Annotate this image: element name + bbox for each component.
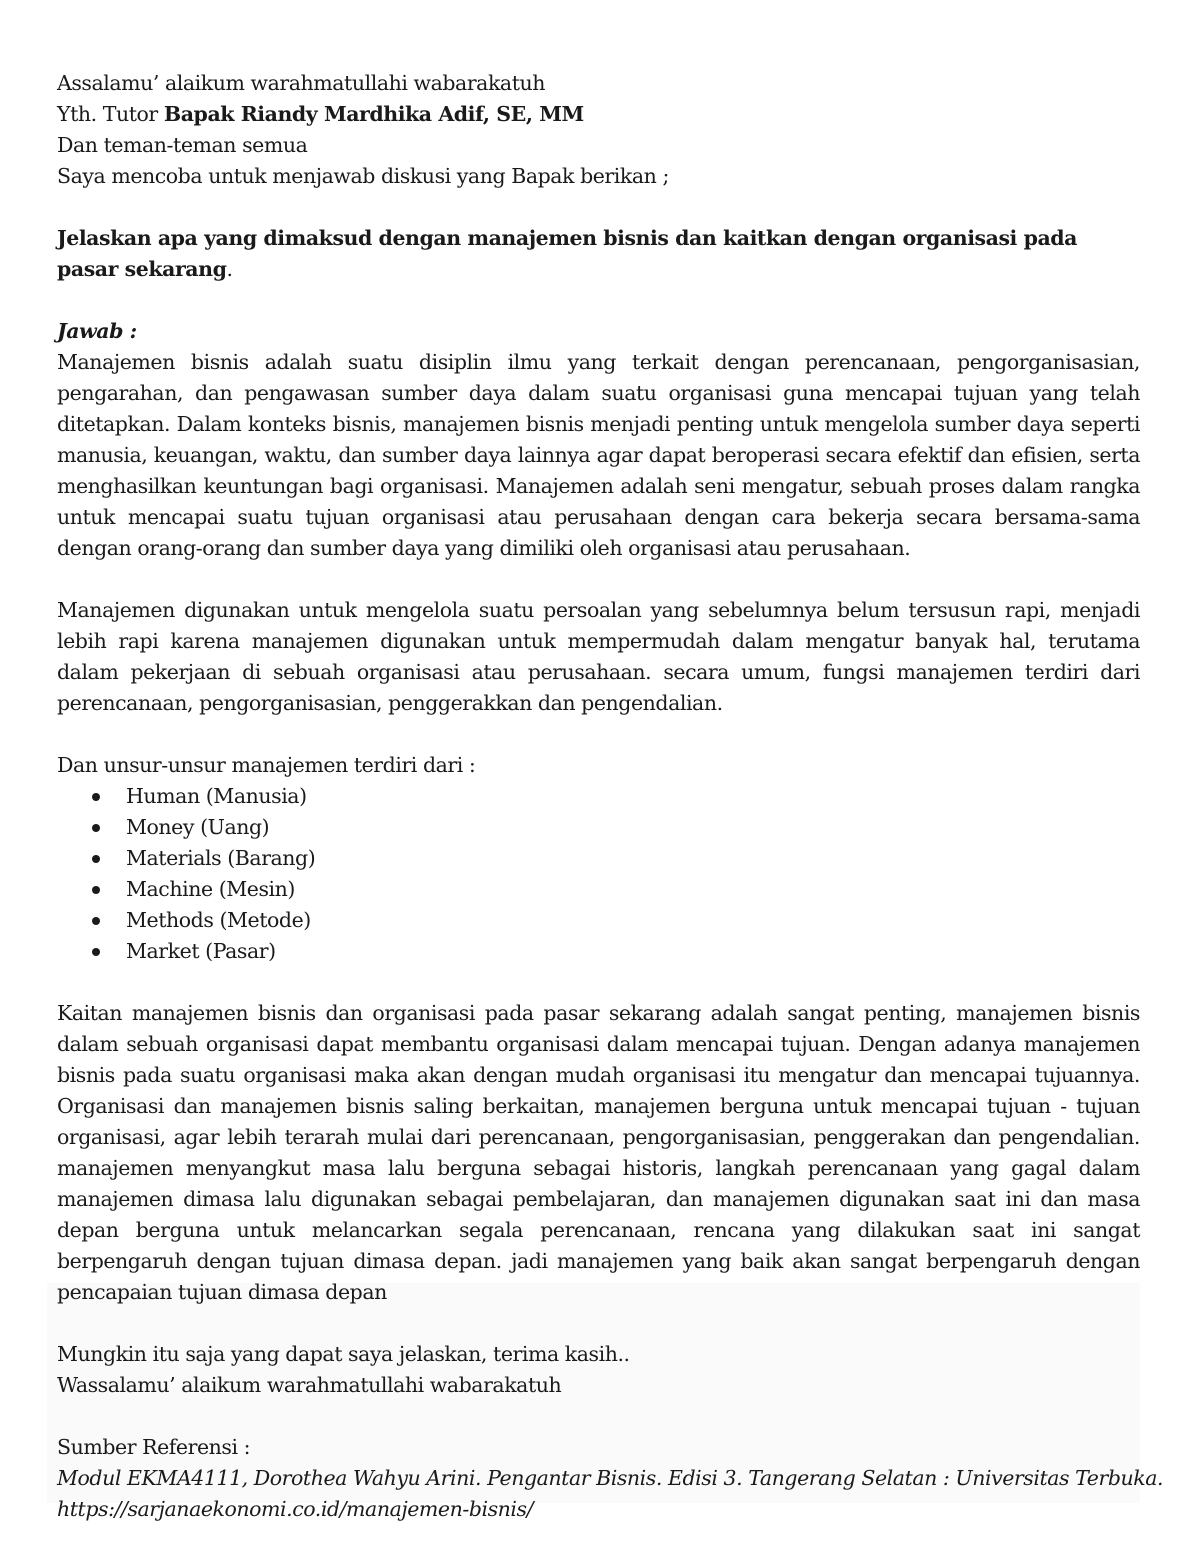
bullet-icon bbox=[92, 855, 100, 863]
answer-paragraph-1: Manajemen bisnis adalah suatu disiplin ilmu yang terkait dengan perencanaan, pengorganisasian, pengarahan, dan pengawasan sumber daya dalam suatu organisasi guna mencapai tujuan yang telah ditetapkan. Dalam konteks bisnis, manajemen bisnis menjadi penting untuk mengelola sumber daya seperti manusia, keuangan, waktu, dan sumber daya lainnya agar dapat beroperasi secara efektif dan efisien, serta menghasilkan keuntungan bagi organisasi. Manajemen adalah seni mengatur, sebuah proses dalam rangka untuk mencapai suatu tujuan organisasi atau perusahaan dengan cara bekerja secara bersama-sama dengan orang-orang dan sumber daya yang dimiliki oleh organisasi atau perusahaan. bbox=[57, 350, 1140, 560]
friends-greeting: Dan teman-teman semua bbox=[57, 133, 308, 157]
list-item bbox=[57, 905, 1140, 936]
answer-paragraph-3: Kaitan manajemen bisnis dan organisasi pada pasar sekarang adalah sangat penting, manajemen bisnis dalam sebuah organisasi dapat membantu organisasi dalam mencapai tujuan. Dengan adanya manajemen bisnis pada suatu organisasi maka akan dengan mudah organisasi itu mengatur dan mencapai tujuannya. Organisasi dan manajemen bisnis saling berkaitan, manajemen berguna untuk mencapai tujuan - tujuan organisasi, agar lebih terarah mulai dari perencanaan, pengorganisasian, penggerakan dan pengendalian. manajemen menyangkut masa lalu berguna sebagai historis, langkah perencanaan yang gagal dalam manajemen dimasa lalu digunakan sebagai pembelajaran, dan manajemen digunakan saat ini dan masa depan berguna untuk melancarkan segala perencanaan, rencana yang dilakukan saat ini sangat berpengaruh dengan tujuan dimasa depan. jadi manajemen yang baik akan sangat berpengaruh dengan pencapaian tujuan dimasa depan bbox=[57, 1001, 1140, 1304]
spacer bbox=[57, 564, 1140, 595]
tutor-prefix: Yth. Tutor bbox=[57, 102, 164, 126]
spacer bbox=[57, 1401, 1140, 1432]
list-item-label: Market (Pasar) bbox=[126, 939, 276, 963]
spacer bbox=[57, 285, 1140, 316]
list-item bbox=[57, 874, 1140, 905]
list-item-label: Money (Uang) bbox=[126, 815, 270, 839]
management-elements-list bbox=[57, 781, 1140, 967]
question-text: Jelaskan apa yang dimaksud dengan manajemen bisnis dan kaitkan dengan organisasi pada pasar sekarang bbox=[57, 226, 1078, 281]
spacer bbox=[57, 1308, 1140, 1339]
list-item-label: Materials (Barang) bbox=[126, 846, 316, 870]
bullet-icon bbox=[92, 793, 100, 801]
list-item-label: Machine (Mesin) bbox=[126, 877, 295, 901]
spacer bbox=[57, 967, 1140, 998]
bullet-icon bbox=[92, 824, 100, 832]
tutor-greeting bbox=[57, 99, 1140, 130]
list-item-label: Methods (Metode) bbox=[126, 908, 311, 932]
spacer bbox=[57, 192, 1140, 223]
reference-book: Modul EKMA4111, Dorothea Wahyu Arini. Pengantar Bisnis. Edisi 3. Tangerang Selatan : Universitas Terbuka. bbox=[57, 1466, 1164, 1490]
opening-salam: Assalamu’ alaikum warahmatullahi wabarakatuh bbox=[57, 71, 545, 95]
list-item bbox=[57, 812, 1140, 843]
list-item bbox=[57, 936, 1140, 967]
spacer bbox=[57, 719, 1140, 750]
discussion-question bbox=[57, 223, 1140, 285]
document-page bbox=[57, 68, 1164, 1525]
tutor-name: Bapak Riandy Mardhika Adif, SE, MM bbox=[163, 102, 584, 126]
bullet-icon bbox=[92, 886, 100, 894]
answer-label: Jawab : bbox=[57, 319, 137, 343]
question-end: . bbox=[226, 257, 233, 281]
intro-line: Saya mencoba untuk menjawab diskusi yang Bapak berikan ; bbox=[57, 164, 669, 188]
bullet-icon bbox=[92, 948, 100, 956]
list-item-label: Human (Manusia) bbox=[126, 784, 307, 808]
bullet-icon bbox=[92, 917, 100, 925]
reference-link[interactable]: https://sarjanaekonomi.co.id/manajemen-bisnis/ bbox=[57, 1497, 534, 1521]
list-item bbox=[57, 781, 1140, 812]
references-label: Sumber Referensi : bbox=[57, 1435, 251, 1459]
closing-thanks: Mungkin itu saja yang dapat saya jelaskan, terima kasih.. bbox=[57, 1342, 630, 1366]
closing-salam: Wassalamu’ alaikum warahmatullahi wabarakatuh bbox=[57, 1373, 562, 1397]
answer-paragraph-2: Manajemen digunakan untuk mengelola suatu persoalan yang sebelumnya belum tersusun rapi, menjadi lebih rapi karena manajemen digunakan untuk mempermudah dalam mengatur banyak hal, terutama dalam pekerjaan di sebuah organisasi atau perusahaan. secara umum, fungsi manajemen terdiri dari perencanaan, pengorganisasian, penggerakkan dan pengendalian. bbox=[57, 598, 1140, 715]
list-item bbox=[57, 843, 1140, 874]
elements-intro: Dan unsur-unsur manajemen terdiri dari : bbox=[57, 753, 476, 777]
